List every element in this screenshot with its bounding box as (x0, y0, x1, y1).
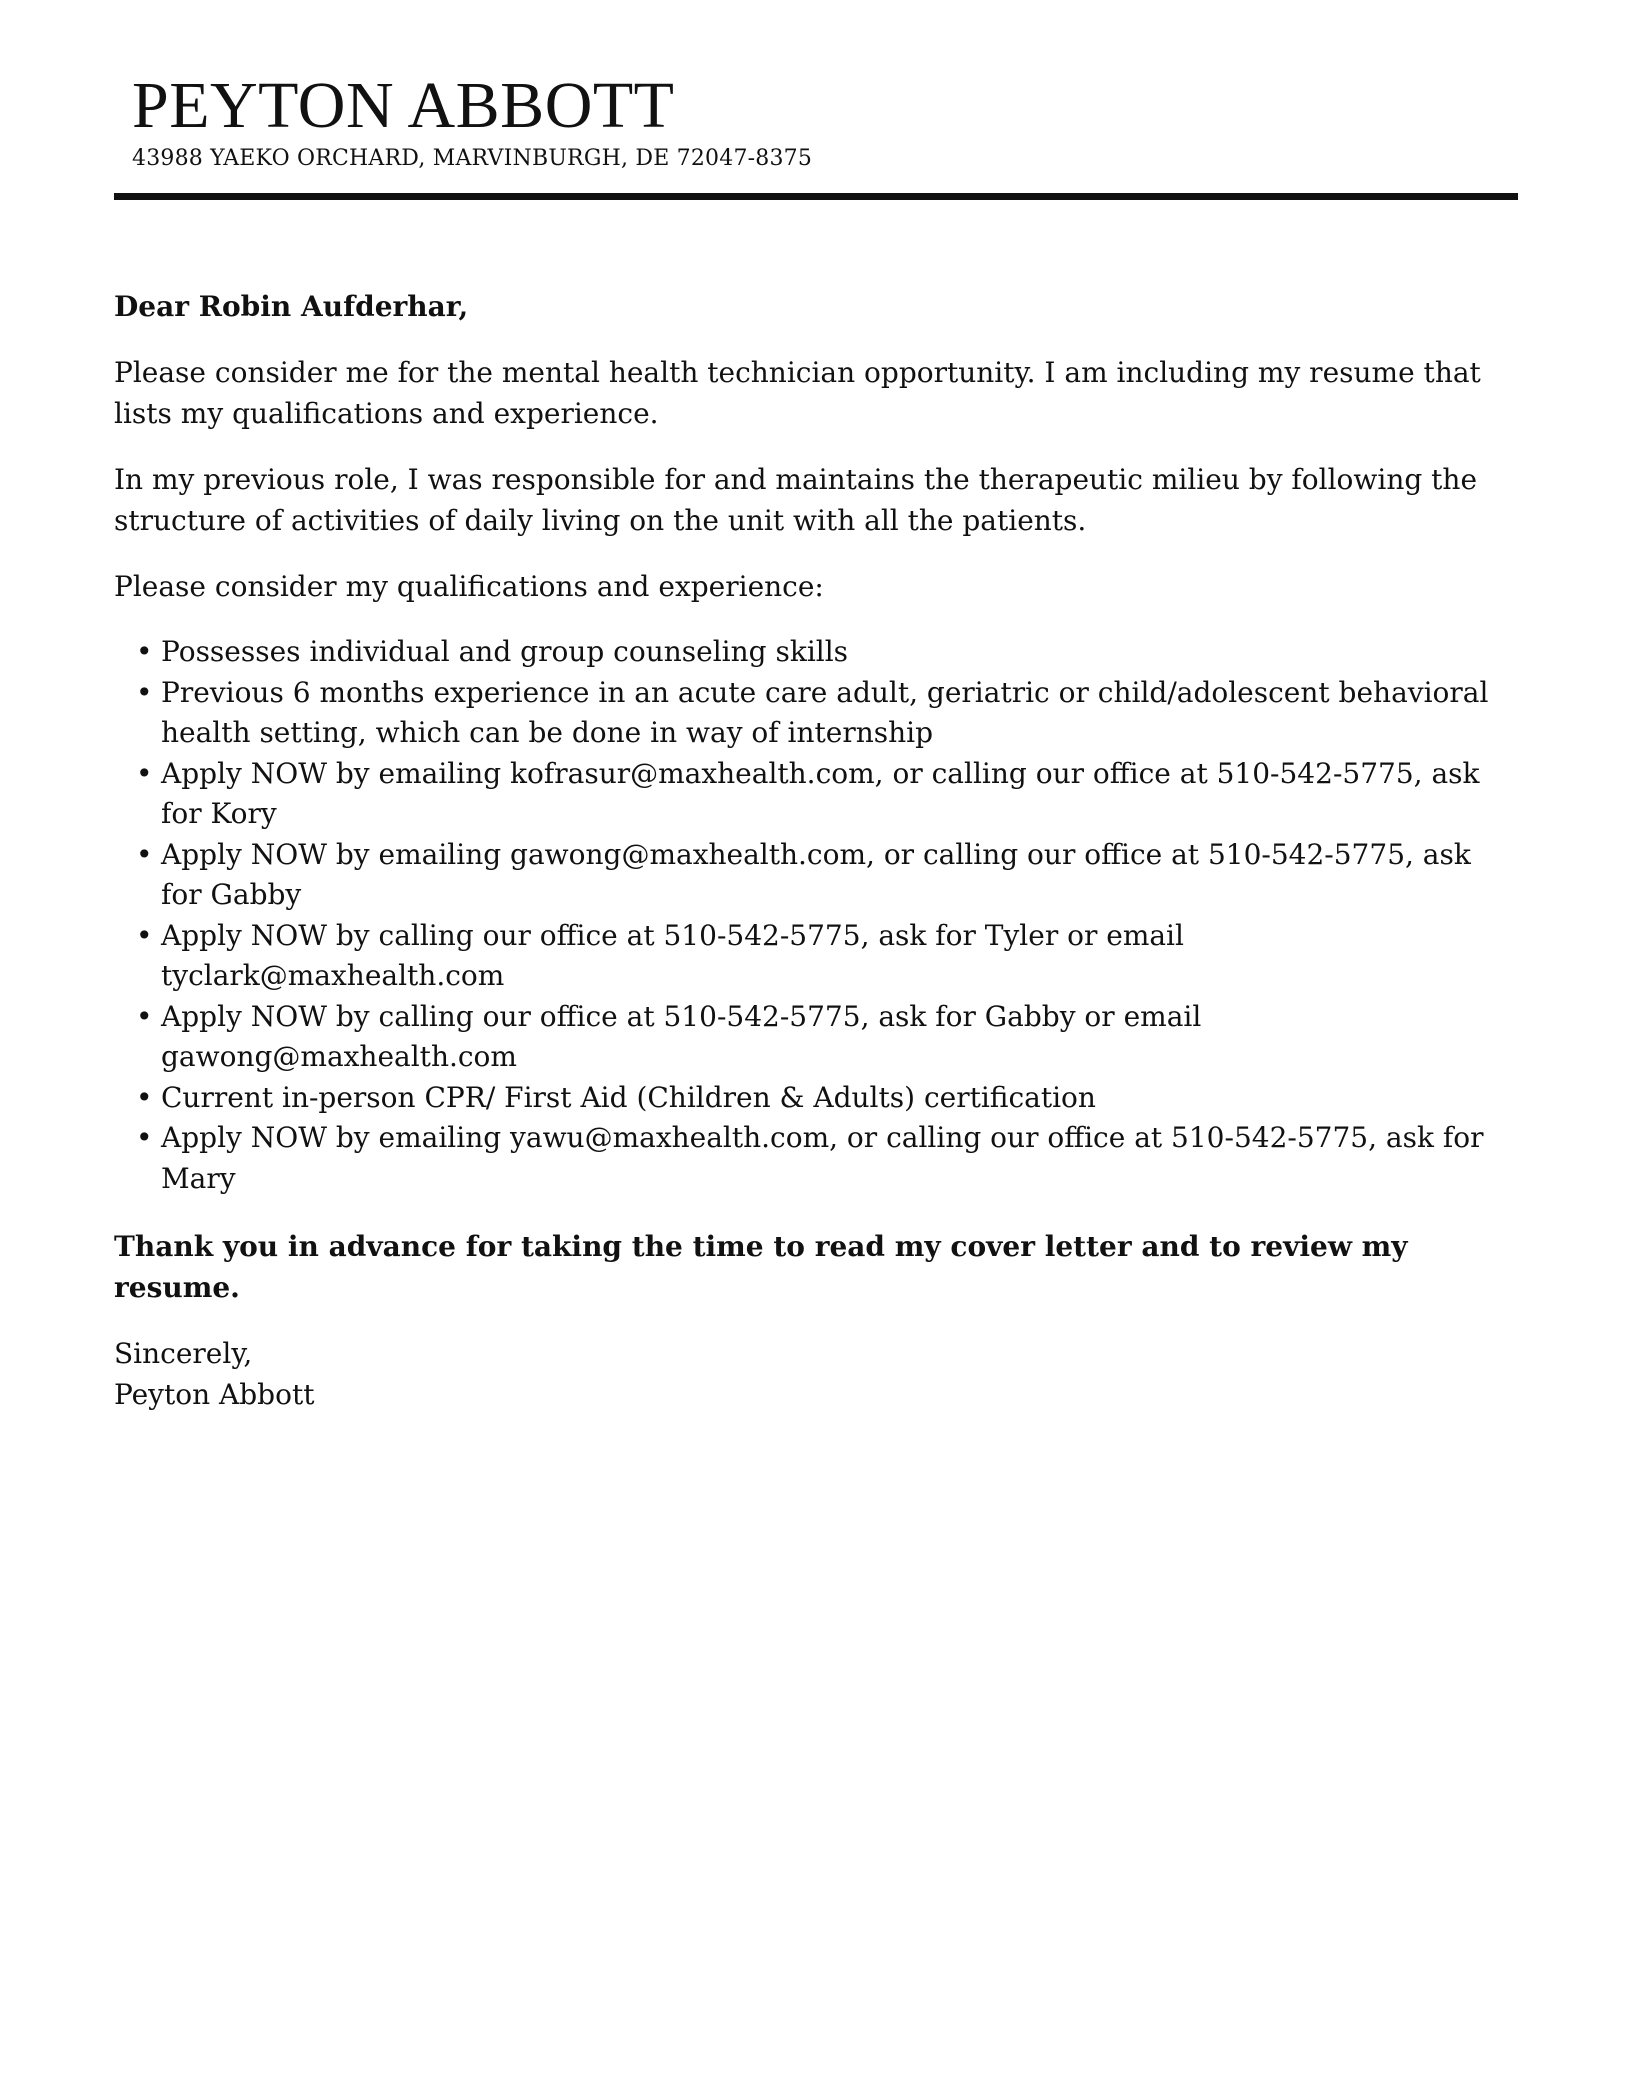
intro-paragraph: Please consider me for the mental health technician opportunity. I am including my resume that lists my qualifications and experience. (114, 356, 1481, 430)
applicant-address: 43988 YAEKO ORCHARD, MARVINBURGH, DE 72047-8375 (132, 146, 813, 171)
list-item (136, 997, 1518, 1078)
list-item (136, 916, 1518, 997)
list-item-text: Apply NOW by emailing gawong@maxhealth.com, or calling our office at 510-542-5775, ask for Gabby (161, 837, 1471, 911)
list-item (136, 754, 1518, 835)
bullet-icon: • (136, 756, 153, 790)
letter-header (114, 0, 1518, 174)
qualifications-lead-in: Please consider my qualifications and experience: (114, 570, 824, 603)
applicant-name: PEYTON ABBOTT (132, 69, 675, 142)
bullet-icon: • (136, 1080, 153, 1114)
list-item (136, 1118, 1518, 1199)
letter-body (114, 286, 1518, 1415)
bullet-icon: • (136, 837, 153, 871)
list-item (136, 632, 1518, 673)
bullet-icon: • (136, 1121, 153, 1154)
cover-letter-page (114, 0, 1518, 1415)
list-item (136, 835, 1518, 916)
list-item-text: Apply NOW by emailing yawu@maxhealth.com, or calling our office at 510-542-5775, ask for Mary (161, 1121, 1484, 1195)
bullet-icon: • (136, 675, 153, 709)
list-item (136, 1078, 1518, 1119)
qualifications-list (114, 632, 1518, 1199)
list-item-text: Apply NOW by emailing kofrasur@maxhealth.com, or calling our office at 510-542-5775, ask for Kory (161, 756, 1480, 830)
list-item-text: Possesses individual and group counseling skills (161, 635, 849, 668)
signature: Peyton Abbott (114, 1378, 315, 1411)
closing: Sincerely, (114, 1337, 253, 1370)
list-item-text: Apply NOW by calling our office at 510-542-5775, ask for Tyler or email tyclark@maxhealth.com (161, 918, 1184, 992)
thank-you-statement: Thank you in advance for taking the time to read my cover letter and to review my resume. (114, 1230, 1408, 1304)
bullet-icon: • (136, 635, 153, 668)
bullet-icon: • (136, 999, 153, 1033)
salutation: Dear Robin Aufderhar, (114, 290, 469, 323)
list-item-text: Current in-person CPR/ First Aid (Children & Adults) certification (161, 1080, 1096, 1114)
header-divider (114, 193, 1518, 200)
bullet-icon: • (136, 918, 153, 952)
list-item-text: Apply NOW by calling our office at 510-542-5775, ask for Gabby or email gawong@maxhealth.com (161, 999, 1202, 1073)
list-item (136, 673, 1518, 754)
list-item-text: Previous 6 months experience in an acute care adult, geriatric or child/adolescent behavioral health setting, which can be done in way of internship (161, 675, 1489, 749)
experience-paragraph: In my previous role, I was responsible for and maintains the therapeutic milieu by following the structure of activities of daily living on the unit with all the patients. (114, 463, 1478, 537)
